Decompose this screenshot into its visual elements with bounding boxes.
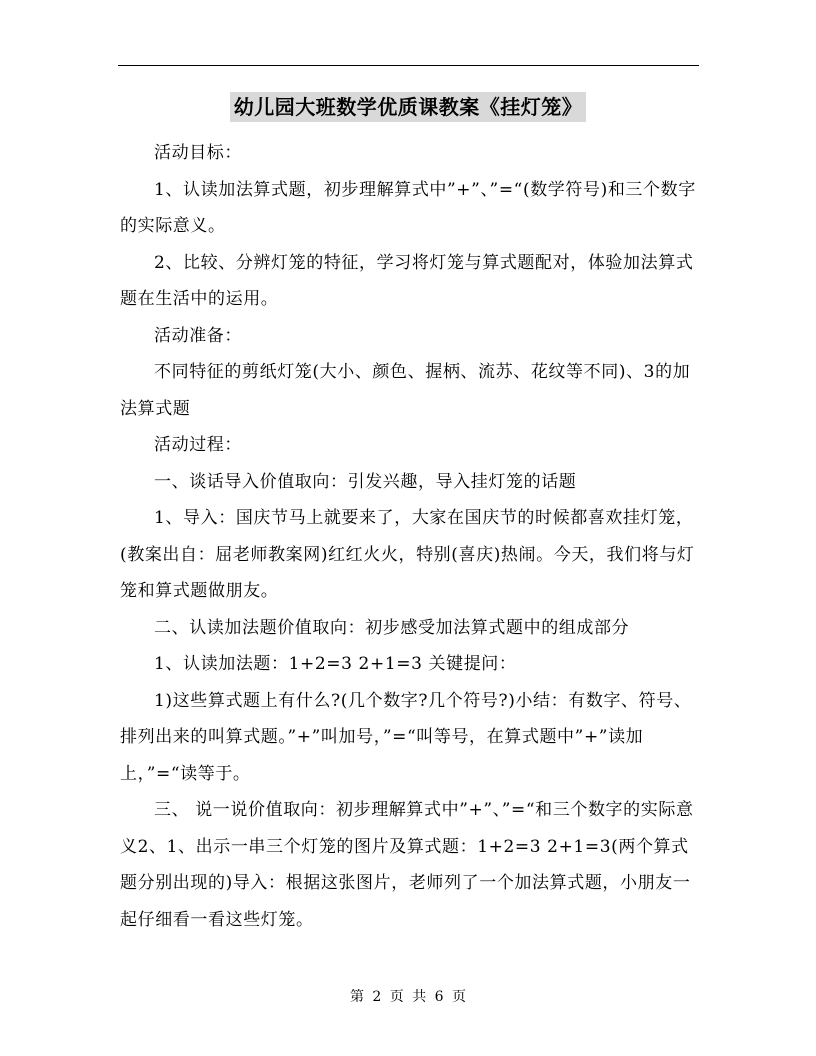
paragraph: 活动目标： [154, 143, 242, 163]
paragraph: 1)这些算式题上有什么?(几个数字?几个符号?)小结：有数字、符号、排列出来的叫算式题。”+”叫加号，”=“叫等号，在算式题中”+”读加上，”=“读等于。 [120, 690, 692, 784]
header-rule [118, 65, 699, 66]
paragraph: 三、 说一说价值取向：初步理解算式中”+”、”=“和三个数字的实际意义2、1、出示一串三个灯笼的图片及算式题：1+2=3 2+1=3(两个算式题分别出现的)导入：根据这张图片，老师列了一个加法算式题，小朋友一起仔细看一看这些灯笼。 [120, 800, 694, 930]
paragraph: 一、谈话导入价值取向：引发兴趣，导入挂灯笼的话题 [154, 471, 577, 492]
page-footer: 第 2 页 共 6 页 [349, 989, 467, 1005]
document-title: 幼儿园大班数学优质课教案《挂灯笼》 [230, 92, 587, 122]
paragraph: 1、导入：国庆节马上就要来了，大家在国庆节的时候都喜欢挂灯笼，(教案出自：屈老师教案网)红红火火，特别(喜庆)热闹。今天，我们将与灯笼和算式题做朋友。 [120, 508, 695, 601]
title-container [0, 92, 816, 122]
paragraph: 2、比较、分辨灯笼的特征，学习将灯笼与算式题配对，体验加法算式题在生活中的运用。 [120, 252, 694, 309]
paragraph: 二、认读加法题价值取向：初步感受加法算式题中的组成部分 [154, 617, 630, 638]
paragraph: 1、认读加法算式题，初步理解算式中”+”、”=“(数学符号)和三个数字的实际意义。 [120, 179, 696, 236]
paragraph: 不同特征的剪纸灯笼(大小、颜色、握柄、流苏、花纹等不同)、3的加法算式题 [120, 362, 691, 419]
paragraph: 活动过程： [154, 435, 242, 455]
paragraph: 活动准备： [154, 325, 242, 346]
paragraph: 1、认读加法题：1+2=3 2+1=3 关键提问： [154, 654, 517, 674]
document-body [120, 135, 700, 938]
